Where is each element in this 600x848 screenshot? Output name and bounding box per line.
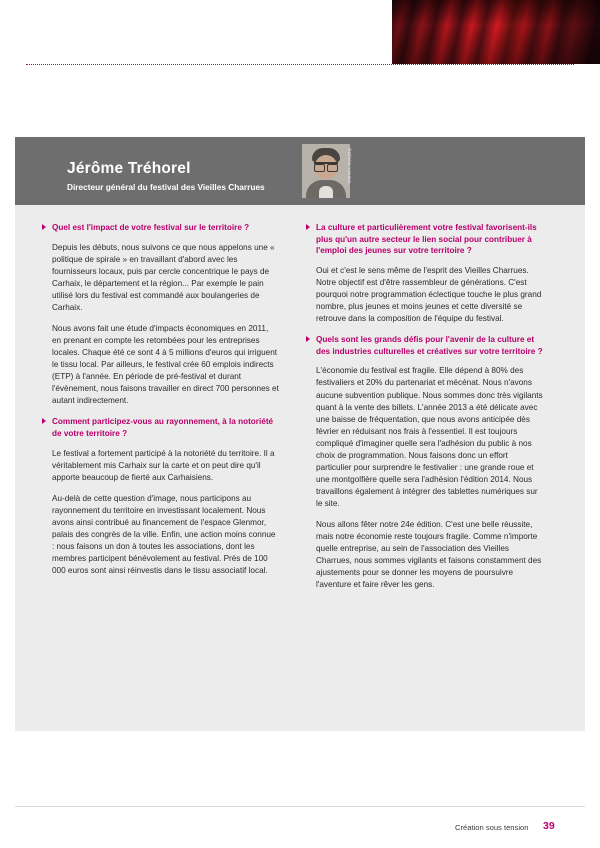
answer-2-left-para-2: Au-delà de cette question d'image, nous participons au rayonnement du territoire en investissant localement. Nous avons ainsi contribué au financement de l'espace Glenmor, palais des congrès de la ville. Enfin, une action moins connue : nous faisons un don à toutes les associations, dont les membres participent bénévolement au festival. Près de 100 000 euros sont ainsi réinvestis dans le tissu associatif local. — [52, 493, 276, 575]
answer-2-right-para-2: Nous allons fêter notre 24e édition. C'est une belle réussite, mais notre économie reste toujours fragile. Comme n'importe quelle entreprise, au sein de l'association des Vieilles Charrues, nous sommes vigilants et faisons constamment des ajustements pour se donner les moyens de poursuivre l'aventure et faire rêver les gens. — [316, 520, 542, 590]
question-2-left-text: Comment participez-vous au rayonnement, à la notoriété de votre territoire ? — [52, 417, 274, 438]
question-1-right-text: La culture et particulièrement votre festival favorisent-ils plus qu'un autre secteur le lien social pour contribuer à l'emploi des jeunes sur votre territoire ? — [316, 223, 537, 256]
curtain-shading — [392, 0, 600, 64]
question-2-right-text: Quels sont les grands défis pour l'avenir de la culture et des industries culturelles et créatives sur votre territoire ? — [316, 335, 543, 356]
answer-1-left-para-1: Depuis les débuts, nous suivons ce que nous appelons une « politique de spirale » en travaillant d'abord avec les fournisseurs locaux, puis par cercle concentrique le pays de Carhaix, le département et la région... Par exemple le pain utilisé lors du festival est commandé aux boulangeries de Carhaix. — [52, 242, 275, 312]
question-1-left-text: Quel est l'impact de votre festival sur le territoire ? — [52, 223, 250, 232]
page-number: 39 — [543, 820, 555, 832]
answer-1-left-para-2: Nous avons fait une étude d'impacts économiques en 2011, en prenant en compte les retombées pour les entreprises locales. Chaque été ce sont 4 à 5 millions d'euros qui irriguent le tissu local. Par ailleurs, le festival crée 60 emplois indirects (ETP) à l'année. En période de pré-festival et durant l'évènement, nous faisons travailler en direct 700 personnes et autant indirectement. — [52, 323, 279, 406]
triangle-bullet-icon — [42, 224, 46, 230]
photo-shirt — [319, 186, 333, 198]
interviewee-photo — [302, 144, 350, 198]
dotted-divider — [26, 64, 574, 65]
interviewee-role: Directeur général du festival des Vieilles Charrues — [67, 182, 265, 192]
answer-2-right-para-1: L'économie du festival est fragile. Elle dépend à 80% des festivaliers et 20% du partenariat et mécénat. Nous n'avons aucune subvention publique. Nous sommes donc très vigilants quant à la vente des billets. L'année 2013 a été délicate avec une baisse de fréquentation, que nous avons anticipée dès février en réduisant nos frais à l'essentiel. Il est toujours compliqué d'imaginer quelle sera l'adhésion du public à nos choix de programmation. Nous faisons donc un effort particulier pour surprendre le festivalier : une grande roue et une montgolfière quelle sera l'adhésion l'édition 2014. Nous travaillons également à intégrer des tablettes numériques sur le site. — [316, 366, 543, 508]
question-2-right — [306, 334, 543, 357]
glasses-icon — [314, 162, 338, 170]
curtain-photo — [392, 0, 600, 64]
right-column — [306, 222, 543, 600]
interviewee-name: Jérôme Tréhorel — [67, 160, 191, 177]
photo-credit: ©Olivier Lavaux — [347, 148, 352, 184]
question-1-right — [306, 222, 543, 257]
question-2-left — [42, 416, 279, 439]
footer-divider — [15, 806, 585, 807]
question-1-left — [42, 222, 279, 234]
triangle-bullet-icon — [306, 336, 310, 342]
triangle-bullet-icon — [306, 224, 310, 230]
footer-section-title: Création sous tension — [455, 823, 529, 832]
triangle-bullet-icon — [42, 418, 46, 424]
top-decorative-band — [0, 0, 600, 66]
left-column — [42, 222, 279, 586]
answer-1-right-para-1: Oui et c'est le sens même de l'esprit des Vieilles Charrues. Notre objectif est d'être rassembleur de générations. C'est pourquoi notre programmation éclectique touche le plus grand nombre, plus jeunes et moins jeunes et cette diversité se retrouve dans la composition de l'équipe du festival. — [316, 265, 542, 324]
answer-2-left-para-1: Le festival a fortement participé à la notoriété du territoire. Il a véritablement mis Carhaix sur la carte et on peut dire qu'il apporte beaucoup de fierté aux Carhaisiens. — [52, 448, 275, 482]
